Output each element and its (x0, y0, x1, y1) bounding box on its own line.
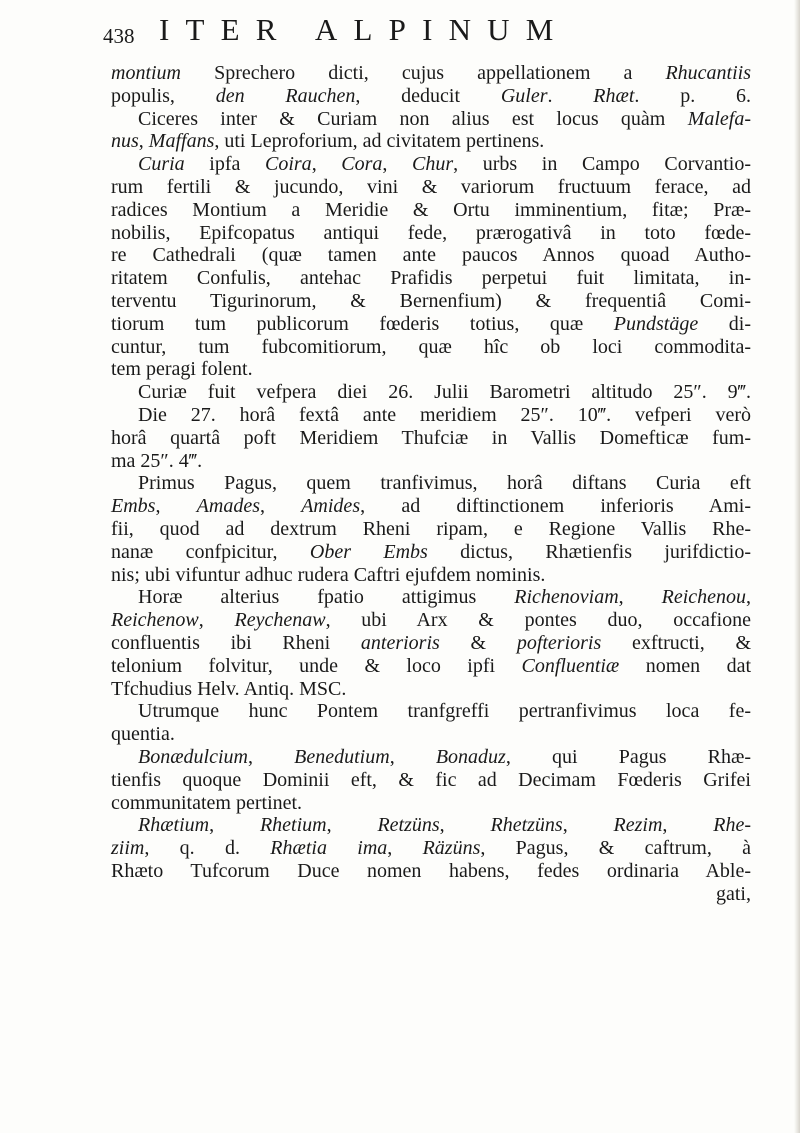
text-line (111, 108, 751, 131)
text-segment: quentia. (111, 723, 175, 746)
text-line (111, 472, 751, 495)
italic-text-segment: Amades (196, 495, 260, 518)
italic-text-segment: montium (111, 62, 181, 84)
text-line (111, 336, 751, 359)
italic-text-segment: Rhætia ima (270, 837, 388, 860)
text-segment: di- (698, 312, 751, 335)
text-segment: confluentis ibi Rheni (111, 631, 361, 654)
text-segment: , deducit (355, 84, 501, 107)
text-segment: , q. d. (144, 837, 271, 860)
text-segment: , (248, 745, 295, 768)
text-segment: nomen dat (619, 654, 751, 677)
text-line (111, 792, 751, 815)
text-segment: , (155, 495, 197, 518)
text-segment: dictus, Rhætienfis jurifdictio- (427, 540, 751, 563)
text-segment: Tfchudius Helv. Antiq. MSC. (111, 677, 347, 700)
italic-text-segment: Rhetzüns (490, 814, 563, 837)
text-line (111, 837, 751, 860)
italic-text-segment: Confluentiæ (521, 654, 620, 677)
italic-text-segment: Curia (138, 153, 185, 176)
text-line (111, 290, 751, 313)
text-line (111, 814, 751, 837)
italic-text-segment: Retzüns (377, 814, 440, 837)
text-line (111, 541, 751, 564)
text-segment: Primus Pagus, quem tranfivimus, horâ diftans Curia eft (138, 472, 751, 495)
text-segment: Curiæ fuit vefpera diei 26. Julii Barometri altitudo 25″. 9‴. (138, 381, 751, 404)
italic-text-segment: Cora (341, 153, 383, 176)
text-segment: . (547, 84, 594, 107)
text-segment: , (311, 153, 342, 176)
text-line (111, 404, 751, 427)
text-segment: , (260, 495, 302, 518)
text-line (111, 62, 751, 85)
text-segment: communitatem pertinet. (111, 791, 303, 814)
text-line (111, 381, 751, 404)
page-header (103, 10, 763, 56)
italic-text-segment: Malefa- (687, 107, 751, 130)
text-segment: , (389, 745, 436, 768)
text-line (111, 632, 751, 655)
text-segment: . p. 6. (634, 84, 752, 107)
text-line (111, 655, 751, 678)
text-line (111, 244, 751, 267)
italic-text-segment: Richenoviam (514, 586, 619, 609)
text-line (111, 700, 751, 723)
italic-text-segment: pofterioris (516, 631, 602, 654)
italic-text-segment: Rezim (613, 814, 663, 837)
text-line (111, 746, 751, 769)
italic-text-segment: ziim (111, 837, 145, 860)
italic-text-segment: Bonaduz (435, 745, 506, 768)
italic-text-segment: Räzüns (422, 837, 481, 860)
text-segment: tiorum tum publicorum fœderis totius, quæ (111, 312, 614, 335)
text-segment: , (382, 153, 413, 176)
italic-text-segment: Reichenou (661, 586, 747, 609)
text-segment: exftructi, & (601, 631, 751, 654)
text-line (111, 358, 751, 381)
text-segment: Sprechero dicti, cujus appellationem a (181, 62, 666, 84)
running-title: ITER ALPINUM (159, 12, 570, 47)
text-segment: tem peragi folent. (111, 358, 253, 381)
text-segment: Die 27. horâ fextâ ante meridiem 25″. 10‴. vefperi verò (138, 403, 751, 426)
italic-text-segment: Coira (265, 153, 312, 176)
body-text (111, 62, 751, 905)
italic-text-segment: den Rauchen (215, 84, 356, 107)
text-segment: cuntur, tum fubcomitiorum, quæ hîc ob loci commodita- (111, 335, 751, 358)
text-segment: radices Montium a Meridie & Ortu imminentium, fitæ; Præ- (111, 198, 751, 221)
text-segment: nanæ confpicitur, (111, 540, 310, 563)
italic-text-segment: Rhæt (593, 84, 635, 107)
italic-text-segment: Ober Embs (309, 540, 428, 563)
text-segment: ma 25″. 4‴. (111, 449, 203, 472)
text-segment: , ubi Arx & pontes duo, occafione (325, 609, 751, 632)
italic-text-segment: Bonædulcium (138, 745, 248, 768)
text-segment: nis; ubi vifuntur adhuc rudera Caftri ejufdem nominis. (111, 563, 546, 586)
text-line (111, 678, 751, 701)
text-segment: , (662, 814, 714, 837)
text-segment: , (138, 130, 149, 153)
text-segment: populis, (111, 84, 216, 107)
text-line (111, 450, 751, 473)
text-segment: re Cathedrali (quæ tamen ante paucos Annos quoad Autho- (111, 244, 751, 267)
text-segment: , uti Leproforium, ad civitatem pertinens. (214, 130, 545, 153)
text-segment: , Pagus, & caftrum, à (480, 837, 752, 860)
text-line (111, 564, 751, 587)
text-line (111, 85, 751, 108)
text-segment: terventu Tigurinorum, & Bernenfium) & frequentiâ Comi- (111, 289, 751, 312)
text-line (111, 222, 751, 245)
text-line (111, 609, 751, 632)
text-line (111, 518, 751, 541)
italic-text-segment: Maffans (148, 130, 215, 153)
text-segment: , (209, 814, 260, 837)
text-segment: , (618, 586, 662, 609)
text-segment: rum fertili & jucundo, vini & variorum fructuum ferace, ad (111, 175, 751, 198)
italic-text-segment: Rhe- (713, 814, 752, 837)
text-line (111, 313, 751, 336)
italic-text-segment: Amides (301, 495, 361, 518)
italic-text-segment: Reychenaw (234, 609, 326, 632)
italic-text-segment: Reichenow (111, 609, 199, 632)
text-segment: telonium folvitur, unde & loco ipfi (111, 654, 522, 677)
text-segment: gati, (716, 882, 751, 905)
text-segment: & (439, 631, 517, 654)
text-line (111, 495, 751, 518)
text-line (111, 427, 751, 450)
italic-text-segment: Embs (111, 495, 156, 518)
italic-text-segment: Rhetium (259, 814, 327, 837)
text-segment: nobilis, Epifcopatus antiqui fede, prærogativâ in toto fœde- (111, 221, 751, 244)
italic-text-segment: Guler (500, 84, 548, 107)
text-line (111, 769, 751, 792)
text-segment: ritatem Confulis, antehac Prafidis perpetui fuit limitata, in- (111, 267, 751, 290)
italic-text-segment: Rhucantiis (665, 62, 751, 84)
text-segment: , (198, 609, 235, 632)
text-line (111, 199, 751, 222)
text-line (111, 723, 751, 746)
text-segment: Rhæto Tufcorum Duce nomen habens, fedes ordinaria Able- (111, 859, 751, 882)
text-segment: , (326, 814, 378, 837)
text-segment: , qui Pagus Rhæ- (505, 745, 751, 768)
italic-text-segment: Pundstäge (613, 312, 699, 335)
italic-text-segment: anterioris (360, 631, 440, 654)
text-segment: , (746, 586, 752, 609)
text-line (111, 883, 751, 906)
text-line (111, 860, 751, 883)
text-segment: Ciceres inter & Curiam non alius est locus quàm (138, 107, 688, 130)
text-segment: , urbs in Campo Corvantio- (453, 153, 752, 176)
text-segment: horâ quartâ poft Meridiem Thufciæ in Vallis Domefticæ fum- (111, 426, 751, 449)
text-segment: Utrumque hunc Pontem tranfgreffi pertranfivimus loca fe- (138, 700, 751, 723)
text-line (111, 267, 751, 290)
text-line (111, 153, 751, 176)
text-segment: ipfa (184, 153, 265, 176)
italic-text-segment: nus (111, 130, 139, 153)
italic-text-segment: Rhætium (138, 814, 210, 837)
text-segment: fii, quod ad dextrum Rheni ripam, e Regione Vallis Rhe- (111, 517, 751, 540)
text-segment: tienfis quoque Dominii eft, & fic ad Decimam Fœderis Grifei (111, 768, 751, 791)
text-segment: , (387, 837, 423, 860)
page-number: 438 (103, 24, 135, 48)
text-line (111, 130, 751, 153)
text-segment: , (439, 814, 491, 837)
italic-text-segment: Benedutium (294, 745, 390, 768)
text-line (111, 176, 751, 199)
text-segment: , ad diftinctionem inferioris Ami- (360, 495, 752, 518)
text-line (111, 586, 751, 609)
page-edge-shadow (794, 0, 800, 1133)
text-segment: , (562, 814, 614, 837)
text-segment: Horæ alterius fpatio attigimus (138, 586, 515, 609)
italic-text-segment: Chur (412, 153, 454, 176)
